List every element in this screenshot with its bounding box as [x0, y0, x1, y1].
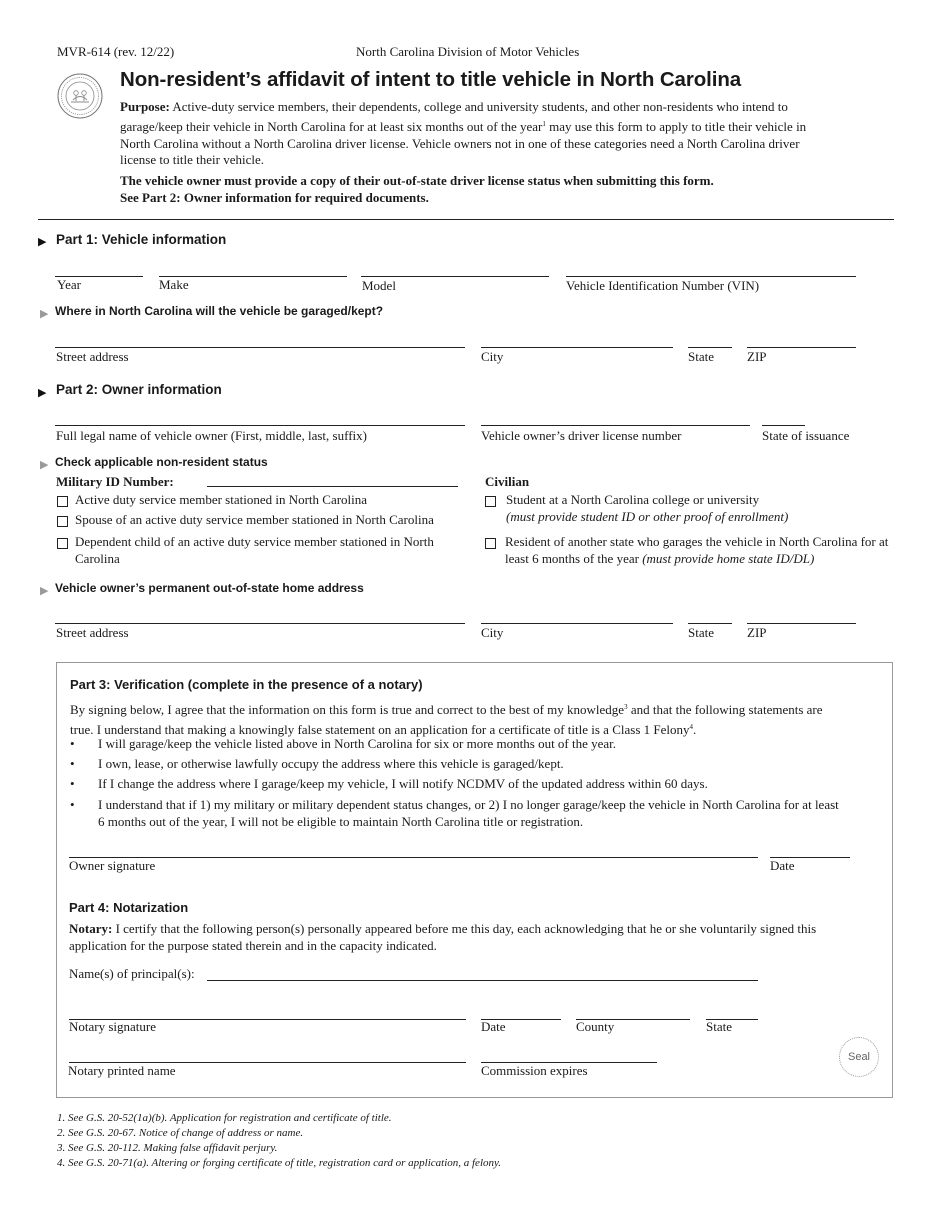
full-name-label: Full legal name of vehicle owner (First, middle, last, suffix): [56, 428, 367, 443]
dependent-child-checkbox[interactable]: [57, 538, 68, 549]
county-label: County: [576, 1019, 615, 1034]
military-id-input[interactable]: [207, 486, 458, 487]
part1-heading: Part 1: Vehicle information: [56, 232, 227, 247]
home-street-label: Street address: [56, 625, 129, 640]
triangle-right-icon: ▶: [40, 307, 49, 320]
make-label: Make: [159, 277, 189, 292]
notary-seal-area: Seal: [839, 1037, 879, 1077]
owner-signature-input[interactable]: [69, 857, 758, 858]
statement-4: I understand that if 1) my military or military dependent status changes, or 2) I no longer garage/keep the vehicle in North Carolina for at least 6 months out of the year, I will not be eligible to maintain North Carolina title or registration.: [98, 797, 839, 829]
home-zip-label: ZIP: [747, 625, 767, 640]
active-duty-checkbox[interactable]: [57, 496, 68, 507]
part3-intro-b: and that the following statements are true. I understand that making a knowingly false statement on an application for a certificate of title is a Class 1 Felony: [70, 702, 823, 737]
dl-number-input[interactable]: [481, 425, 750, 426]
notary-text: I certify that the following person(s) personally appeared before me this day, each acknowledging that he or she voluntarily signed this application for the purpose stated therein and in the capacity indicated.: [69, 921, 817, 953]
triangle-right-icon: ▶: [38, 235, 47, 248]
part4-heading: Part 4: Notarization: [69, 900, 189, 915]
notary-label: Notary:: [69, 921, 113, 936]
year-label: Year: [57, 277, 81, 292]
footnote-3: 3. See G.S. 20-112. Making false affidavit perjury.: [57, 1142, 278, 1154]
bullet-dot: •: [70, 736, 75, 751]
issuance-state-label: State of issuance: [762, 428, 850, 443]
agency-name: North Carolina Division of Motor Vehicles: [356, 44, 580, 59]
footnote-ref-3: 3: [624, 703, 628, 711]
bullet-dot: •: [70, 797, 75, 812]
part3-intro-c: .: [693, 721, 697, 737]
nc-state-seal-icon: [57, 73, 103, 119]
part3-intro-a: By signing below, I agree that the information on this form is true and correct to the best of my knowledge: [70, 702, 625, 717]
other-state-resident-text: Resident of another state who garages the vehicle in North Carolina for at least 6 months of the year: [505, 534, 889, 566]
notary-printed-name-label: Notary printed name: [68, 1063, 176, 1078]
home-address-heading: Vehicle owner’s permanent out-of-state home address: [55, 581, 364, 595]
status-heading: Check applicable non-resident status: [55, 455, 268, 469]
notary-date-label: Date: [481, 1019, 506, 1034]
garage-street-label: Street address: [56, 349, 129, 364]
principals-input[interactable]: [207, 980, 758, 981]
home-city-label: City: [481, 625, 504, 640]
civilian-label: Civilian: [485, 474, 530, 489]
home-city-input[interactable]: [481, 623, 673, 624]
bullet-dot: •: [70, 756, 75, 771]
form-title: Non-resident’s affidavit of intent to title vehicle in North Carolina: [120, 68, 742, 91]
model-input[interactable]: [361, 276, 549, 277]
home-zip-input[interactable]: [747, 623, 856, 624]
dependent-child-option: Dependent child of an active duty service member stationed in North Carolina: [75, 534, 434, 566]
spouse-checkbox[interactable]: [57, 516, 68, 527]
footnote-2: 2. See G.S. 20-67. Notice of change of address or name.: [57, 1127, 304, 1139]
purpose-label: Purpose:: [120, 99, 170, 114]
purpose-text-b: may use this form to apply to title their vehicle in North Carolina without a North Carolina driver license. Vehicle owners not in one of these categories need a North Carolina driver license to title their vehicle.: [120, 118, 807, 168]
home-state-input[interactable]: [688, 623, 732, 624]
vin-input[interactable]: [566, 276, 856, 277]
purpose-text-a: Active-duty service members, their dependents, college and university students, and other non-residents who intend to garage/keep their vehicle in North Carolina for at least six months out of the year: [120, 99, 788, 134]
garage-city-label: City: [481, 349, 504, 364]
full-name-input[interactable]: [55, 425, 465, 426]
statement-1: I will garage/keep the vehicle listed above in North Carolina for six or more months out of the year.: [98, 736, 617, 751]
form-id: MVR-614 (rev. 12/22): [57, 44, 175, 59]
triangle-right-icon: ▶: [40, 584, 49, 597]
garage-state-input[interactable]: [688, 347, 732, 348]
notary-state-label: State: [706, 1019, 732, 1034]
active-duty-option: Active duty service member stationed in North Carolina: [75, 492, 368, 507]
required-docs-note: [120, 173, 820, 207]
garage-heading: Where in North Carolina will the vehicle be garaged/kept?: [55, 304, 384, 318]
owner-signature-label: Owner signature: [69, 858, 156, 873]
header-divider: [38, 219, 894, 220]
spouse-option: Spouse of an active duty service member stationed in North Carolina: [75, 512, 434, 527]
notary-signature-label: Notary signature: [69, 1019, 157, 1034]
notary-statement: [69, 921, 859, 954]
footnote-4: 4. See G.S. 20-71(a). Altering or forging certificate of title, registration card or application, a felony.: [57, 1157, 502, 1169]
footnote-1: 1. See G.S. 20-52(1a)(b). Application for registration and certificate of title.: [57, 1112, 392, 1124]
commission-expires-label: Commission expires: [481, 1063, 588, 1078]
required-docs-line-1: The vehicle owner must provide a copy of their out-of-state driver license status when submitting this form.: [120, 173, 714, 188]
triangle-right-icon: ▶: [38, 386, 47, 399]
student-option-text: Student at a North Carolina college or university: [506, 492, 760, 507]
issuance-state-input[interactable]: [762, 425, 805, 426]
military-id-label: Military ID Number:: [56, 474, 174, 489]
model-label: Model: [362, 278, 396, 293]
dl-number-label: Vehicle owner’s driver license number: [481, 428, 682, 443]
principals-label: Name(s) of principal(s):: [69, 966, 195, 981]
triangle-right-icon: ▶: [40, 458, 49, 471]
required-docs-line-2: See Part 2: Owner information for required documents.: [120, 189, 429, 205]
part3-intro: [70, 699, 840, 738]
part2-heading: Part 2: Owner information: [56, 382, 222, 397]
home-street-input[interactable]: [55, 623, 465, 624]
student-option: [506, 492, 886, 525]
student-option-note: (must provide student ID or other proof of enrollment): [506, 508, 789, 524]
garage-city-input[interactable]: [481, 347, 673, 348]
bullet-dot: •: [70, 776, 75, 791]
garage-zip-input[interactable]: [747, 347, 856, 348]
garage-street-input[interactable]: [55, 347, 465, 348]
part3-heading: Part 3: Verification (complete in the presence of a notary): [70, 677, 423, 692]
garage-state-label: State: [688, 349, 714, 364]
footnote-ref-4: 4: [689, 722, 693, 731]
statement-3: If I change the address where I garage/keep my vehicle, I will notify NCDMV of the updated address within 60 days.: [98, 776, 708, 791]
other-state-resident-checkbox[interactable]: [485, 538, 496, 549]
other-state-resident-option: [505, 534, 890, 567]
other-state-resident-note: (must provide home state ID/DL): [642, 550, 815, 566]
student-checkbox[interactable]: [485, 496, 496, 507]
home-state-label: State: [688, 625, 714, 640]
owner-signature-date-label: Date: [770, 858, 795, 873]
footnote-ref-1: 1: [542, 119, 546, 128]
vin-label: Vehicle Identification Number (VIN): [566, 278, 760, 293]
purpose-paragraph: [120, 99, 820, 169]
garage-zip-label: ZIP: [747, 349, 767, 364]
statement-2: I own, lease, or otherwise lawfully occupy the address where this vehicle is garaged/kept.: [98, 756, 564, 771]
